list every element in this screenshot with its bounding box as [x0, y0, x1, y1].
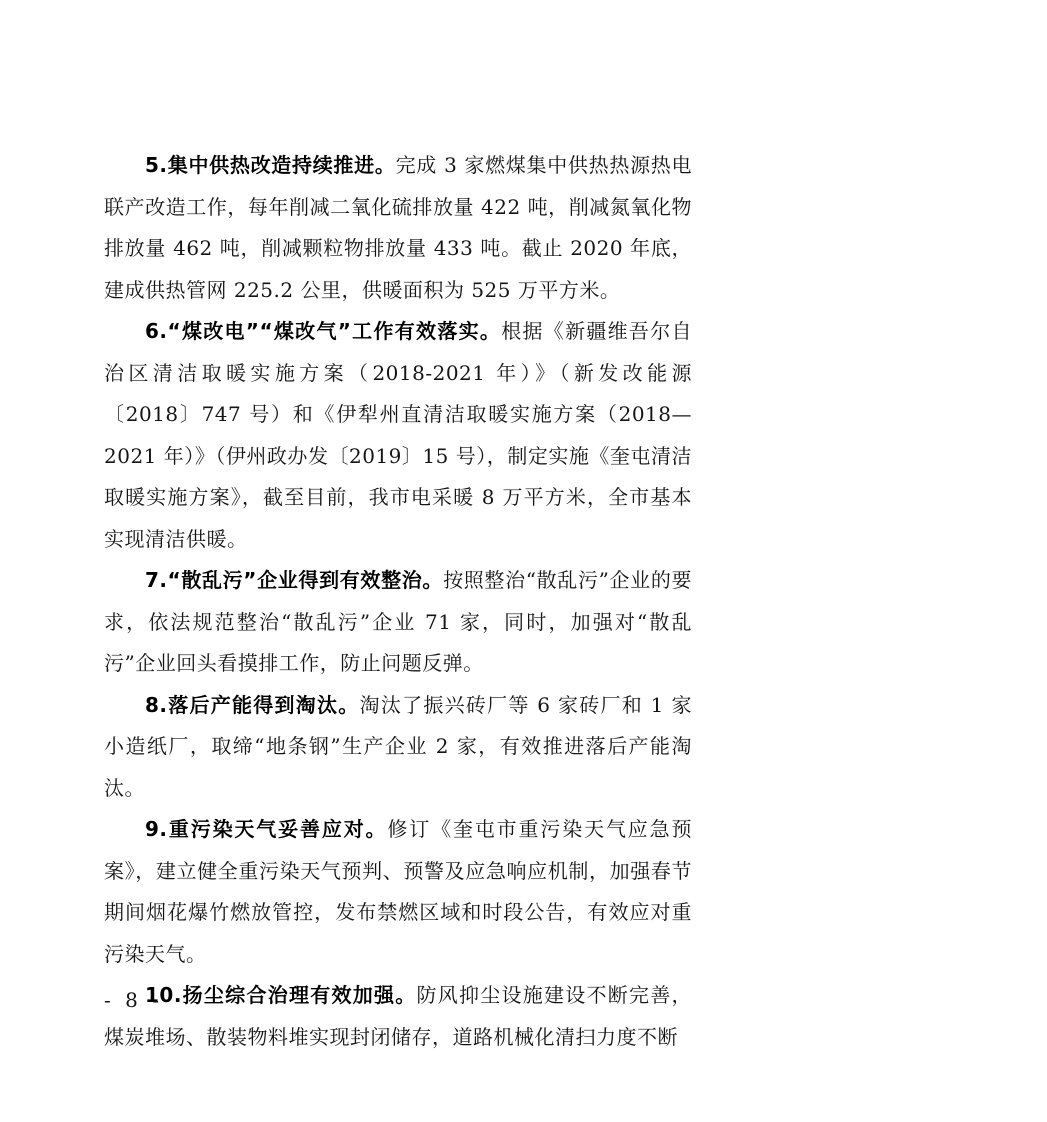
document-body — [104, 145, 692, 1058]
paragraph-text: 完成 3 家燃煤集中供热热源热电联产改造工作，每年削减二氧化硫排放量 422 吨，削减氮氧化物排放量 462 吨，削减颗粒物排放量 433 吨。截止 2020 年底，建成供热管网 225.2 公里，供暖面积为 525 万平方米。 — [104, 153, 692, 302]
paragraph-10 — [104, 975, 692, 1058]
paragraph-9 — [104, 809, 692, 975]
paragraph-6 — [104, 311, 692, 560]
paragraph-heading: 9.重污染天气妥善应对。 — [145, 817, 388, 841]
paragraph-text: 根据《新疆维吾尔自治区清洁取暖实施方案（2018-2021 年）》（新发改能源〔2018〕747 号）和《伊犁州直清洁取暖实施方案（2018—2021 年）》（伊州政办发〔2019〕15 号），制定实施《奎屯清洁取暖实施方案》，截至目前，我市电采暖 8 万平方米，全市基本实现清洁供暖。 — [104, 319, 693, 551]
paragraph-text: 修订《奎屯市重污染天气应急预案》，建立健全重污染天气预判、预警及应急响应机制，加强春节期间烟花爆竹燃放管控，发布禁燃区域和时段公告，有效应对重污染天气。 — [104, 817, 693, 966]
paragraph-text: 按照整治“散乱污”企业的要求，依法规范整治“散乱污”企业 71 家，同时，加强对“散乱污”企业回头看摸排工作，防止问题反弹。 — [104, 568, 692, 675]
paragraph-heading: 7.“散乱污”企业得到有效整治。 — [145, 568, 444, 592]
paragraph-text: 淘汰了振兴砖厂等 6 家砖厂和 1 家小造纸厂，取缔“地条钢”生产企业 2 家，有效推进落后产能淘汰。 — [104, 692, 692, 800]
paragraph-heading: 6.“煤改电”“煤改气”工作有效落实。 — [145, 319, 502, 343]
paragraph-text: 防风抑尘设施建设不断完善，煤炭堆场、散装物料堆实现封闭储存，道路机械化清扫力度不断 — [104, 983, 692, 1049]
paragraph-heading: 8.落后产能得到淘汰。 — [145, 692, 360, 717]
paragraph-heading: 10.扬尘综合治理有效加强。 — [145, 983, 417, 1007]
paragraph-8 — [104, 685, 692, 810]
paragraph-7 — [104, 560, 692, 685]
page-number: - 8 - — [104, 988, 163, 1012]
paragraph-5 — [104, 145, 692, 311]
paragraph-heading: 5.集中供热改造持续推进。 — [145, 153, 396, 177]
